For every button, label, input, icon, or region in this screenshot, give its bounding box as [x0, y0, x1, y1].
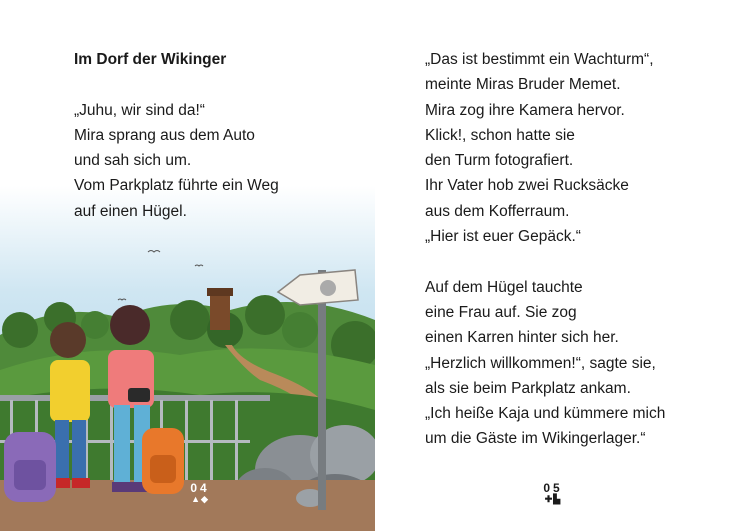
text-line: Mira sprang aus dem Auto [74, 126, 255, 144]
page-symbol-icon: ▲◆ [191, 494, 209, 504]
left-page-text [74, 47, 279, 224]
text-line: „Hier ist euer Gepäck.“ [425, 228, 581, 246]
text-line: als sie beim Parkplatz ankam. [425, 379, 631, 397]
page-symbol-icon: ✚▙ [544, 494, 562, 504]
paragraph-gap [425, 249, 665, 274]
text-line: Auf dem Hügel tauchte [425, 278, 583, 296]
text-line: „Juhu, wir sind da!“ [74, 101, 205, 119]
text-line: um die Gäste im Wikingerlager.“ [425, 430, 646, 448]
text-line: den Turm fotografiert. [425, 152, 574, 170]
text-line: Ihr Vater hob zwei Rucksäcke [425, 177, 629, 195]
text-line: auf einen Hügel. [74, 202, 187, 220]
text-line: einen Karren hinter sich her. [425, 329, 619, 347]
text-line: aus dem Kofferraum. [425, 202, 570, 220]
right-page-text [425, 47, 665, 452]
text-line: „Herzlich willkommen!“, sagte sie, [425, 354, 656, 372]
right-page [375, 0, 750, 531]
text-line: eine Frau auf. Sie zog [425, 303, 577, 321]
text-line: „Das ist bestimmt ein Wachturm“, [425, 51, 654, 68]
chapter-title: Im Dorf der Wikinger [74, 51, 227, 68]
text-line: Vom Parkplatz führte ein Weg [74, 177, 279, 195]
text-line: und sah sich um. [74, 152, 192, 170]
page-number-text: 04 [190, 481, 210, 495]
page-number-right [538, 481, 568, 504]
text-line: „Ich heiße Kaja und kümmere mich [425, 405, 666, 423]
text-line: meinte Miras Bruder Memet. [425, 76, 621, 94]
text-line: Mira zog ihre Kamera hervor. [425, 101, 625, 119]
page-number-text: 05 [543, 481, 563, 495]
text-line: Klick!, schon hatte sie [425, 126, 575, 144]
page-number-left [185, 481, 215, 504]
